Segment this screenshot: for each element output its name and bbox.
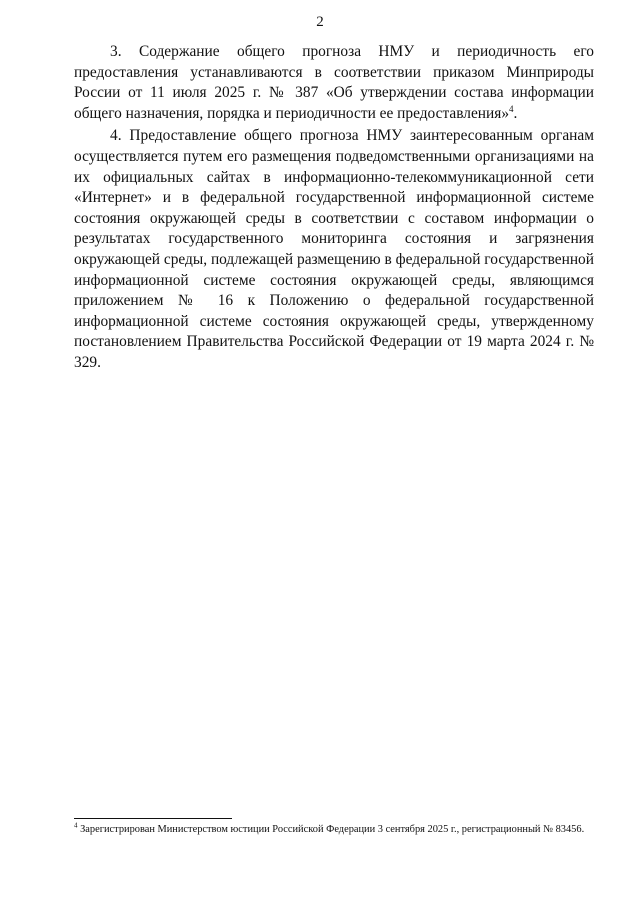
footnote-text: Зарегистрирован Министерством юстиции Российской Федерации 3 сентября 2025 г., регистрационный № 83456. — [77, 824, 585, 835]
document-body — [74, 42, 594, 376]
paragraph-4: 4. Предоставление общего прогноза НМУ заинтересованным органам осуществляется путем его размещения подведомственными организациями на их официальных сайтах в информационно-телекоммуникационной сети «Интернет» и в федеральной государственной информационной системе состояния окружающей среды в соответствии с составом информации о результатах государственного мониторинга состояния и загрязнения окружающей среды, подлежащей размещению в федеральной государственной информационной системе состояния окружающей среды, являющимся приложением № 16 к Положению о федеральной государственной информационной системе состояния окружающей среды, утвержденному постановлением Правительства Российской Федерации от 19 марта 2024 г. № 329. — [74, 127, 594, 371]
footnote-reference: 4 — [509, 103, 514, 114]
footnote-separator — [74, 818, 232, 819]
paragraph-3-end: . — [513, 104, 518, 122]
page-number: 2 — [316, 14, 324, 30]
paragraph-3 — [74, 42, 594, 124]
paragraph-3-text: 3. Содержание общего прогноза НМУ и периодичность его предоставления устанавливаются в соответствии приказом Минприроды России от 11 июля 2025 г. № 387 «Об утверждении состава информации общего назначения, порядка и периодичности ее предоставления» — [74, 43, 594, 122]
footnote-mark: 4 — [74, 821, 78, 830]
footnote — [74, 823, 594, 837]
